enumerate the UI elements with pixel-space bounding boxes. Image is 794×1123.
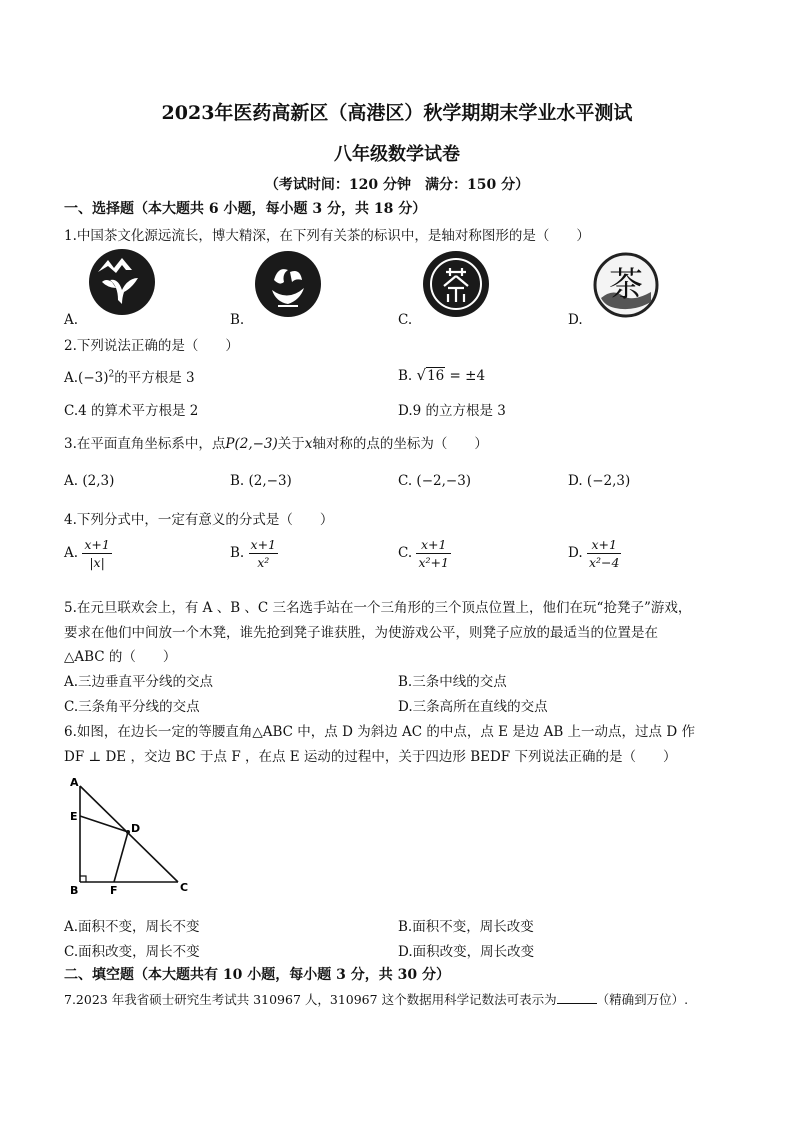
q4-b-label: B. (230, 545, 245, 561)
q6-triangle-figure (64, 774, 204, 900)
q1-option-a-label: A. (64, 312, 79, 328)
sqrt-icon: √ (416, 366, 427, 384)
question-7 (64, 990, 688, 1008)
q6-option-d: D.面积改变，周长改变 (398, 944, 535, 960)
q3-option-a: A. (2,3) (64, 473, 115, 489)
figure-label-f: F (110, 884, 118, 897)
q1-option-c-label: C. (398, 312, 413, 328)
exam-info: （考试时间：120 分钟 满分：150 分） (264, 177, 530, 193)
question-4-stem: 4.下列分式中，一定有意义的分式是（ ） (64, 512, 334, 528)
q6-option-c: C.面积改变，周长不变 (64, 944, 200, 960)
q4-option-c (398, 537, 451, 570)
q5-option-a: A.三边垂直平分线的交点 (64, 674, 214, 690)
q7-answer-blank[interactable] (557, 991, 597, 1004)
q4-d-numerator: x+1 (587, 537, 622, 554)
q3-option-d: D. (−2,3) (568, 473, 631, 489)
q4-a-denominator: |x| (89, 555, 105, 570)
q6-option-a: A.面积不变，周长不变 (64, 919, 200, 935)
q2-a-exponent: 2 (108, 369, 115, 380)
question-5-line-2: 要求在他们中间放一个木凳，谁先抢到凳子谁获胜，为使游戏公平，则凳子应放的最适当的位置是在 (64, 625, 658, 641)
q2-a-prefix: A. (64, 370, 79, 386)
q7-text-a: 7.2023 年我省硕士研究生考试共 310967 人，310967 这个数据用科学记数法可表示为 (64, 992, 557, 1007)
question-3-stem (64, 432, 488, 452)
exam-title: 2023年医药高新区（高港区）秋学期期末学业水平测试 (161, 102, 633, 124)
tea-logo-d-icon (593, 252, 659, 318)
q2-option-b (398, 366, 485, 384)
q4-c-fraction (416, 537, 451, 570)
q6-option-b: B.面积不变，周长改变 (398, 919, 534, 935)
q2-b-prefix: B. (398, 368, 413, 384)
q3-stem-b: 关于 (277, 436, 305, 452)
q3-option-c: C. (−2,−3) (398, 473, 472, 489)
question-6-line-1: 6.如图，在边长一定的等腰直角△ABC 中，点 D 为斜边 AC 的中点，点 E 是边 AB 上一动点，过点 D 作 (64, 724, 695, 740)
q4-c-numerator: x+1 (416, 537, 451, 554)
q1-option-b-label: B. (230, 312, 245, 328)
q5-option-d: D.三条高所在直线的交点 (398, 699, 548, 715)
q4-option-d (568, 537, 621, 570)
question-1-stem: 1.中国茶文化源远流长，博大精深，在下列有关茶的标识中，是轴对称图形的是（ ） (64, 228, 590, 244)
q7-text-b: （精确到万位）. (596, 992, 689, 1007)
q2-a-tail: 的平方根是 3 (114, 370, 195, 386)
figure-label-c: C (180, 881, 189, 894)
q4-c-label: C. (398, 545, 413, 561)
q3-axis: x (304, 436, 313, 452)
q2-option-d: D.9 的立方根是 3 (398, 403, 506, 419)
section-heading-fill-in: 二、填空题（本大题共有 10 小题，每小题 3 分，共 30 分） (64, 967, 450, 983)
figure-label-b: B (70, 884, 79, 897)
tea-logo-c-icon (422, 250, 490, 318)
q5-option-c: C.三条角平分线的交点 (64, 699, 200, 715)
figure-label-a: A (70, 776, 79, 789)
question-2-stem: 2.下列说法正确的是（ ） (64, 338, 239, 354)
tea-logo-d-char: 茶 (609, 265, 643, 305)
section-heading-choice: 一、选择题（本大题共 6 小题，每小题 3 分，共 18 分） (64, 201, 427, 217)
exam-subtitle: 八年级数学试卷 (334, 144, 460, 165)
q3-point: P(2,−3) (225, 436, 278, 452)
question-5-line-3: △ABC 的（ ） (64, 649, 177, 665)
q4-d-denominator: x²−4 (588, 555, 620, 570)
q2-b-tail: = ±4 (445, 368, 486, 384)
figure-label-d: D (131, 822, 141, 835)
question-6-line-2: DF ⊥ DE ，交边 BC 于点 F ，在点 E 运动的过程中，关于四边形 BEDF 下列说法正确的是（ ） (64, 749, 677, 765)
question-5-line-1: 5.在元旦联欢会上，有 A 、B 、C 三名选手站在一个三角形的三个顶点位置上，他们在玩“抢凳子”游戏， (64, 600, 692, 616)
q2-option-a (64, 366, 195, 386)
q2-a-expression: (−3) (78, 370, 109, 386)
q4-b-fraction (249, 537, 278, 570)
q4-a-label: A. (64, 545, 79, 561)
tea-logo-b-icon (254, 250, 322, 318)
q4-c-denominator: x²+1 (418, 555, 449, 570)
q4-a-numerator: x+1 (84, 537, 110, 552)
q4-a-fraction (82, 537, 111, 570)
q3-option-b: B. (2,−3) (230, 473, 292, 489)
q4-b-denominator: x² (257, 555, 270, 570)
q4-option-a (64, 537, 112, 570)
q2-b-radicand: 16 (427, 368, 445, 384)
q2-option-c: C.4 的算术平方根是 2 (64, 403, 199, 419)
q4-d-label: D. (568, 545, 583, 561)
q5-option-b: B.三条中线的交点 (398, 674, 507, 690)
q1-option-d-label: D. (568, 312, 583, 328)
q4-d-fraction (587, 537, 622, 570)
q3-stem-a: 3.在平面直角坐标系中，点 (64, 436, 226, 452)
tea-logo-a-icon (88, 248, 156, 316)
q4-b-numerator: x+1 (250, 537, 276, 552)
figure-label-e: E (70, 810, 78, 823)
q4-option-b (230, 537, 278, 570)
q3-stem-c: 轴对称的点的坐标为（ ） (312, 436, 488, 452)
